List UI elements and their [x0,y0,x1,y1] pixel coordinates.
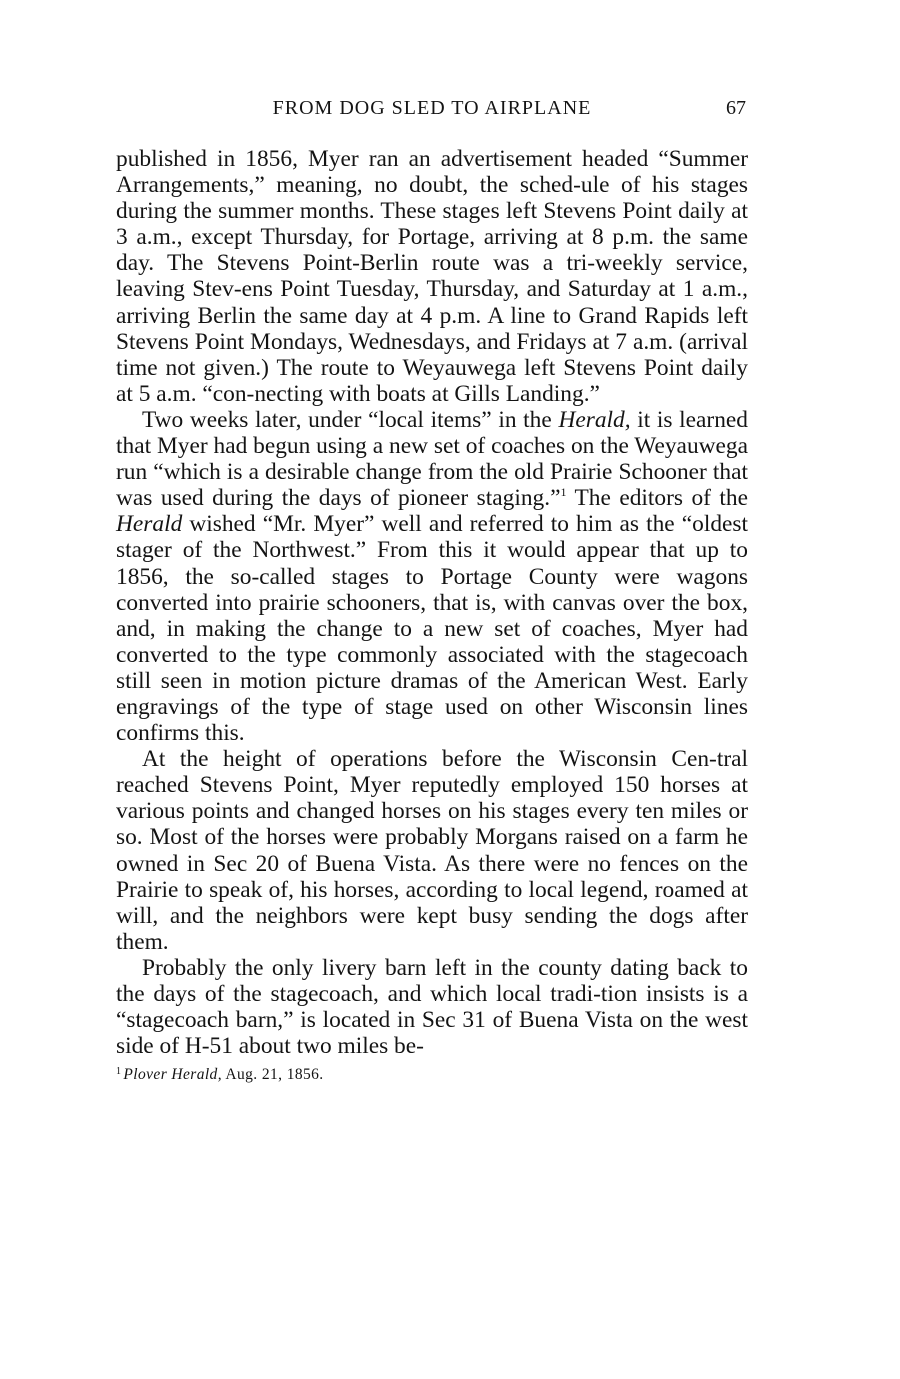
running-header [116,92,748,124]
book-page [116,92,748,1085]
running-title: FROM DOG SLED TO AIRPLANE [272,97,592,119]
paragraph-2-part-2: it is learned that Myer had begun using a new set of coaches on the Weyauwega run “which is a desirable change from the old Prairie Schooner that was used during the days of pioneer staging.” [116,406,748,512]
footnote [116,1065,748,1085]
paragraph-4: Probably the only livery barn left in the county dating back to the days of the stagecoach, and which local tradi-tion insists is a “stagecoach barn,” is located in Sec 31 of Buena Vista on the west side of H-51 about two miles be- [116,954,748,1060]
footnote-date: Aug. 21, 1856. [221,1066,324,1084]
herald-title-italic: Herald [116,511,183,538]
paragraph-2-part-3: The editors of the [566,485,748,512]
herald-title-italic: Herald, [558,406,631,433]
page-number: 67 [726,97,746,119]
paragraph-2-part-1: Two weeks later, under “local items” in the [142,406,559,433]
paragraph-2 [116,407,748,746]
paragraph-2-part-4: wished “Mr. Myer” well and referred to him as the “oldest stager of the Northwest.” From this it would appear that up to 1856, the so-called stages to Portage County were wagons converted into prairie schooners, that is, with canvas over the box, and, in making the change to a new set of coaches, Myer had converted to the type commonly associated with the stagecoach still seen in motion picture dramas of the American West. Early engravings of the type of stage used on other Wisconsin lines confirms this. [116,511,748,747]
body-text [116,146,748,1059]
paragraph-1: published in 1856, Myer ran an advertisement headed “Summer Arrangements,” meaning, no doubt, the sched-ule of his stages during the summer months. These stages left Stevens Point daily at 3 a.m., except Thursday, for Portage, arriving at 8 p.m. the same day. The Stevens Point-Berlin route was a tri-weekly service, leaving Stev-ens Point Tuesday, Thursday, and Saturday at 1 a.m., arriving Berlin the same day at 4 p.m. A line to Grand Rapids left Stevens Point Mondays, Wednesdays, and Fridays at 7 a.m. (arrival time not given.) The route to Weyauwega left Stevens Point daily at 5 a.m. “con-necting with boats at Gills Landing.” [116,146,748,407]
footnote-source: Plover Herald, [123,1066,222,1084]
footnote-mark: 1 [116,1066,122,1078]
paragraph-3: At the height of operations before the Wisconsin Cen-tral reached Stevens Point, Myer reputedly employed 150 horses at various points and changed horses on his stages every ten miles or so. Most of the horses were probably Morgans raised on a farm he owned in Sec 20 of Buena Vista. As there were no fences on the Prairie to speak of, his horses, according to local legend, roamed at will, and the neighbors were kept busy sending the dogs after them. [116,746,748,955]
footnote-reference: 1 [560,485,567,500]
